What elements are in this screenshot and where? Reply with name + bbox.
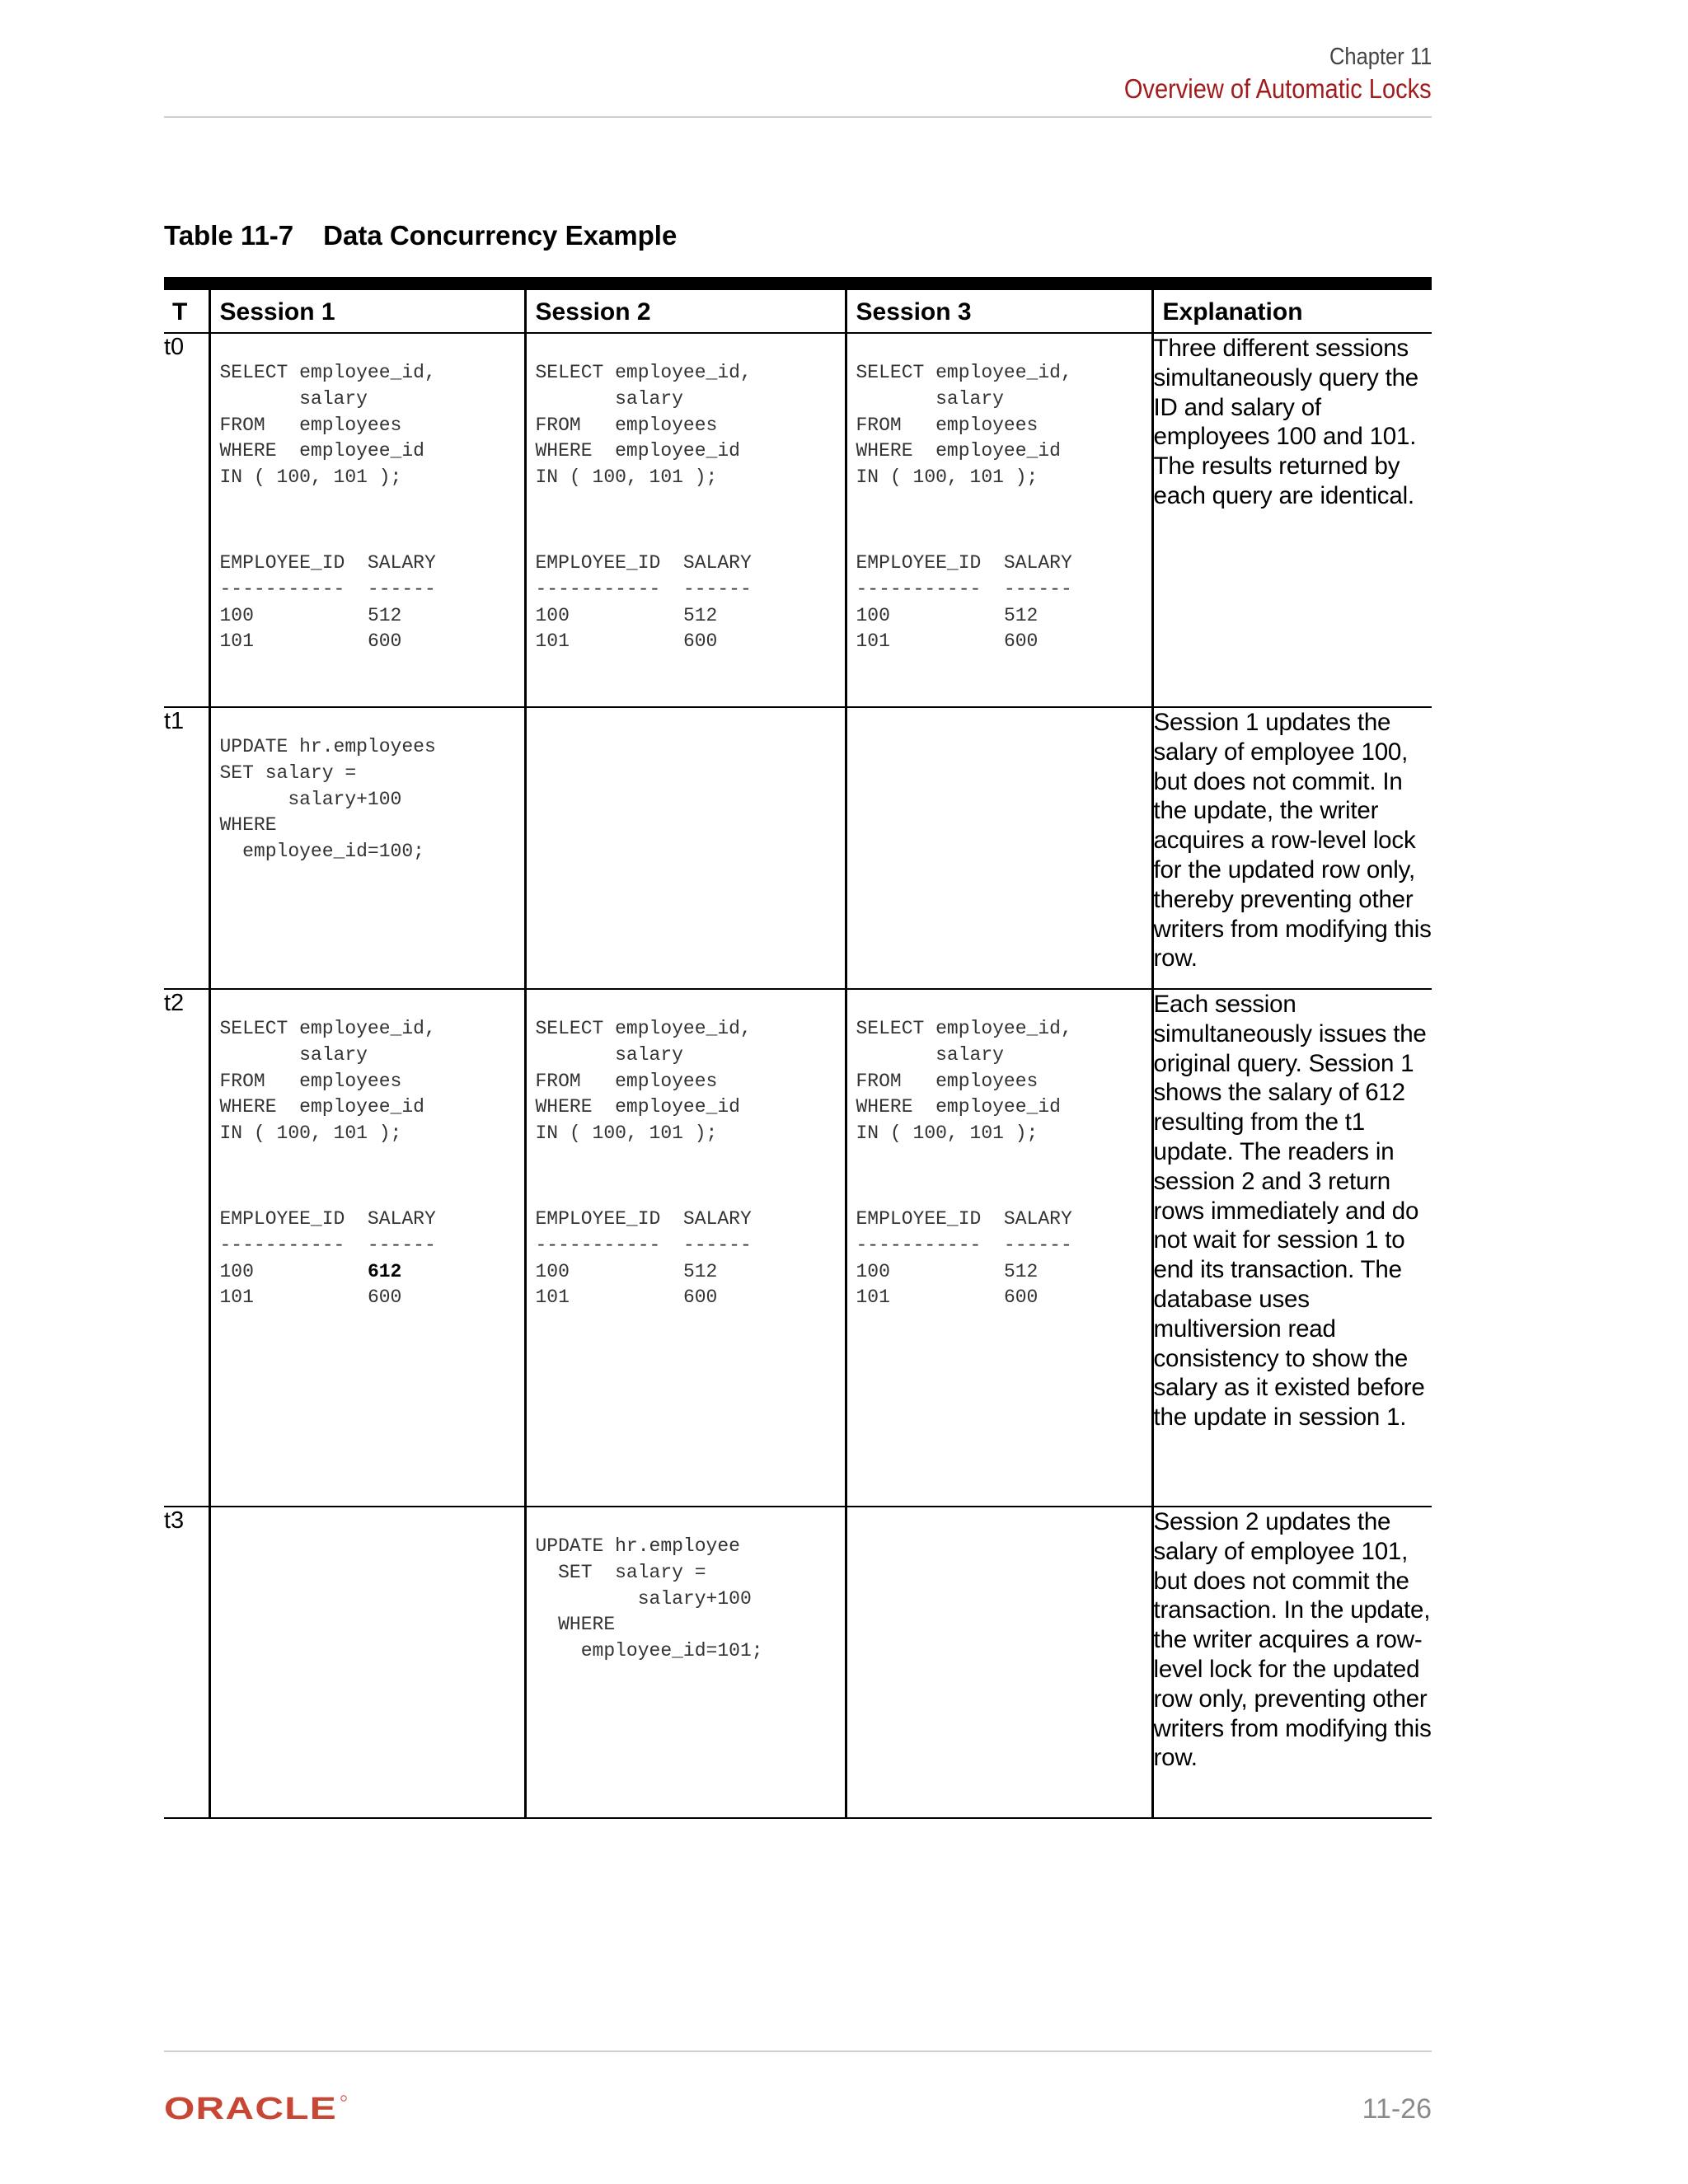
col-header-t: T [164, 284, 209, 333]
session-2-cell [525, 333, 846, 707]
employee-id-value: 100 [535, 604, 570, 626]
explanation-cell: Three different sessions simultaneously query the ID and salary of employees 100 and 101. The results returned by each query are identical. [1152, 333, 1432, 707]
result-header: EMPLOYEE_ID SALARY ----------- ------ [856, 551, 1072, 600]
chapter-label: Chapter 11 [1329, 44, 1432, 70]
employee-id-value: 100 [856, 1260, 890, 1282]
time-cell: t3 [164, 1507, 209, 1818]
footer-divider [164, 2050, 1432, 2052]
employee-id-value: 100 [535, 1260, 570, 1282]
time-cell: t1 [164, 707, 209, 989]
employee-id-value: 100 [219, 1260, 254, 1282]
result-row [527, 603, 845, 630]
header-divider [164, 116, 1432, 118]
result-row [527, 1285, 845, 1311]
employee-id-value: 101 [856, 1286, 890, 1309]
salary-value: 512 [1003, 604, 1039, 626]
session-2-cell [525, 989, 846, 1507]
employee-id-value: 101 [219, 630, 254, 653]
col-header-session-1: Session 1 [209, 284, 525, 333]
page-number: 11-26 [1362, 2093, 1432, 2125]
session-3-cell [846, 333, 1152, 707]
employee-id-value: 101 [535, 1286, 570, 1309]
session-1-cell [209, 1507, 525, 1818]
sql-update-statement: UPDATE hr.employee SET salary = salary+100 WHERE employee_id=101; [535, 1535, 763, 1662]
oracle-logo-mark [164, 2093, 349, 2123]
salary-value: 600 [682, 1286, 718, 1309]
session-3-cell [846, 707, 1152, 989]
updated-salary-value: 612 [367, 1260, 402, 1282]
table-row [164, 1507, 1432, 1818]
salary-value: 600 [367, 1286, 402, 1309]
table-caption [164, 220, 677, 251]
result-row [847, 1285, 1151, 1311]
oracle-wordmark: ORACLE [164, 2093, 337, 2123]
table-caption-number: Table 11-7 [164, 220, 294, 251]
session-1-cell [209, 989, 525, 1507]
result-row [211, 1259, 524, 1286]
col-header-session-2: Session 2 [525, 284, 846, 333]
result-header: EMPLOYEE_ID SALARY ----------- ------ [219, 551, 436, 600]
salary-value: 512 [1003, 1260, 1039, 1282]
salary-value: 512 [682, 1260, 718, 1282]
sql-query: SELECT employee_id, salary FROM employees WHERE employee_id IN ( 100, 101 ); [535, 1018, 752, 1145]
result-header: EMPLOYEE_ID SALARY ----------- ------ [219, 1207, 436, 1256]
session-2-cell [525, 1507, 846, 1818]
salary-value: 600 [1003, 1286, 1039, 1309]
explanation-cell: Each session simultaneously issues the original query. Session 1 shows the salary of 612 resulting from the t1 update. The readers in session 2 and 3 return rows immediately and do not wait for session 1 to end its transaction. The database uses multiversion read consistency to show the salary as it existed before the update in session 1. [1152, 989, 1432, 1507]
salary-value: 600 [682, 630, 718, 653]
result-row [847, 1259, 1151, 1286]
sql-query: SELECT employee_id, salary FROM employees WHERE employee_id IN ( 100, 101 ); [856, 1018, 1072, 1145]
concurrency-table [164, 277, 1432, 1819]
salary-value: 512 [682, 604, 718, 626]
sql-query: SELECT employee_id, salary FROM employees WHERE employee_id IN ( 100, 101 ); [219, 1018, 436, 1145]
session-1-cell [209, 333, 525, 707]
employee-id-value: 100 [856, 604, 890, 626]
result-row [527, 1259, 845, 1286]
sql-query: SELECT employee_id, salary FROM employees WHERE employee_id IN ( 100, 101 ); [219, 362, 436, 489]
employee-id-value: 101 [219, 1286, 254, 1309]
result-header: EMPLOYEE_ID SALARY ----------- ------ [535, 1207, 752, 1256]
section-title: Overview of Automatic Locks [1124, 73, 1432, 104]
result-row [527, 629, 845, 655]
sql-update-statement: UPDATE hr.employees SET salary = salary+100 WHERE employee_id=100; [219, 736, 436, 863]
table-header-row [164, 284, 1432, 333]
sql-query: SELECT employee_id, salary FROM employees WHERE employee_id IN ( 100, 101 ); [856, 362, 1072, 489]
result-header: EMPLOYEE_ID SALARY ----------- ------ [535, 551, 752, 600]
time-cell: t0 [164, 333, 209, 707]
employee-id-value: 101 [856, 630, 890, 653]
sql-query: SELECT employee_id, salary FROM employees WHERE employee_id IN ( 100, 101 ); [535, 362, 752, 489]
result-row [211, 1285, 524, 1311]
oracle-logo [164, 2093, 349, 2127]
session-2-cell [525, 707, 846, 989]
result-row [211, 629, 524, 655]
result-header: EMPLOYEE_ID SALARY ----------- ------ [856, 1207, 1072, 1256]
result-row [211, 603, 524, 630]
employee-id-value: 101 [535, 630, 570, 653]
col-header-session-3: Session 3 [846, 284, 1152, 333]
salary-value: 600 [1003, 630, 1039, 653]
result-row [847, 603, 1151, 630]
explanation-cell: Session 1 updates the salary of employee 100, but does not commit. In the update, the writer acquires a row-level lock for the updated row only, thereby preventing other writers from modifying this row. [1152, 707, 1432, 989]
session-3-cell [846, 1507, 1152, 1818]
employee-id-value: 100 [219, 604, 254, 626]
result-row [847, 629, 1151, 655]
session-3-cell [846, 989, 1152, 1507]
table-row [164, 989, 1432, 1507]
table-row [164, 333, 1432, 707]
table-row [164, 707, 1432, 989]
col-header-explanation: Explanation [1152, 284, 1432, 333]
salary-value: 512 [367, 604, 402, 626]
explanation-cell: Session 2 updates the salary of employee 101, but does not commit the transaction. In the update, the writer acquires a row-level lock for the updated row only, preventing other writers from modifying this row. [1152, 1507, 1432, 1818]
time-cell: t2 [164, 989, 209, 1507]
table-caption-title: Data Concurrency Example [323, 220, 678, 251]
session-1-cell [209, 707, 525, 989]
salary-value: 600 [367, 630, 402, 653]
